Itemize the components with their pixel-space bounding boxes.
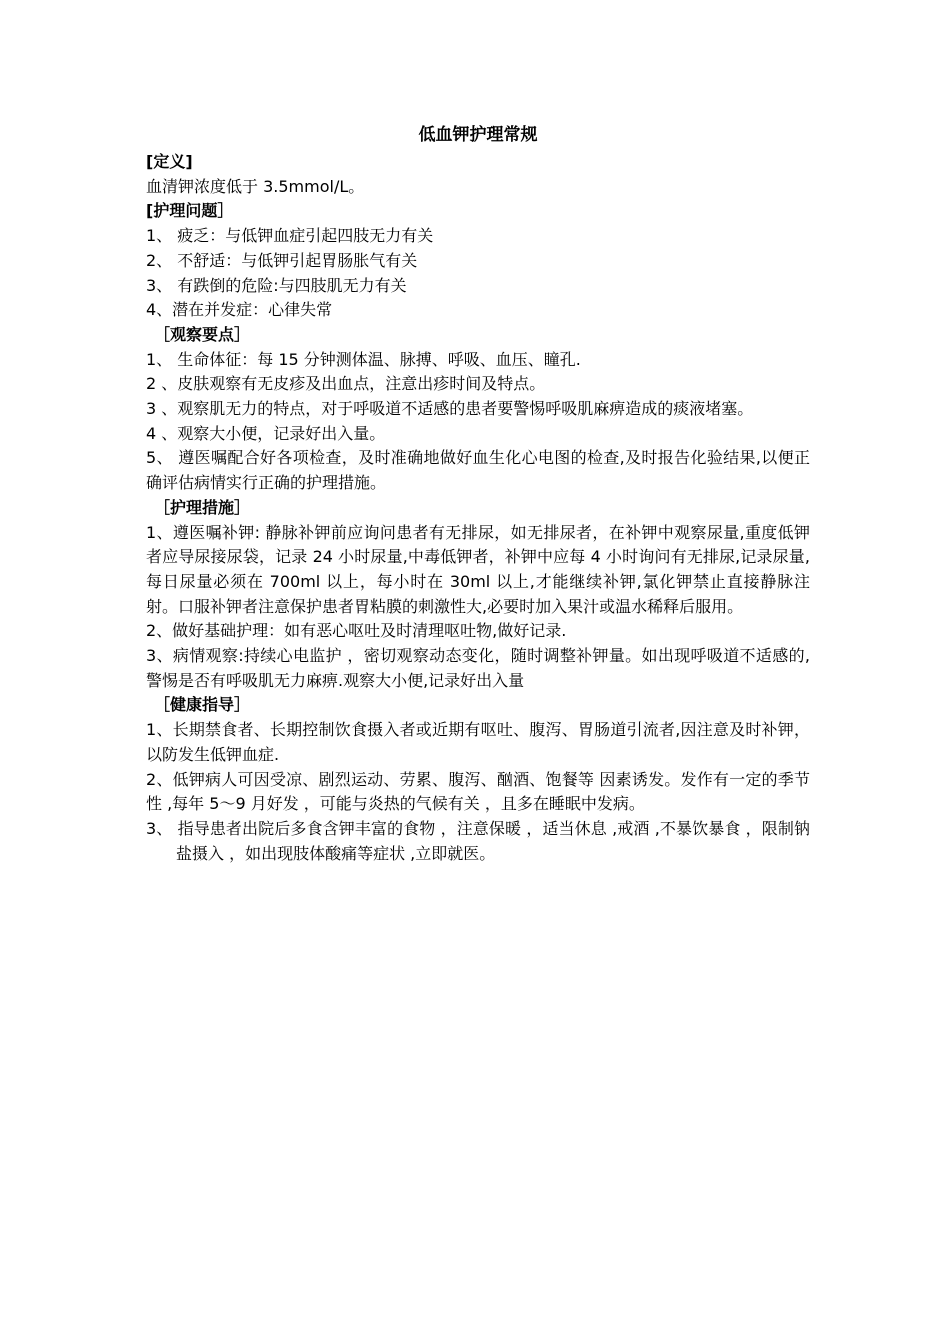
problem-item: 4、潜在并发症：心律失常	[146, 300, 333, 320]
health-guidance-heading: ［健康指导］	[154, 695, 251, 715]
observation-item: 5、 遵医嘱配合好各项检查，及时准确地做好血生化心电图的检查,及时报告化验结果,以便正确评估病情实行正确的护理措施。	[146, 448, 810, 493]
section-observation	[146, 323, 810, 496]
section-definition	[146, 150, 810, 199]
section-health-guidance	[146, 693, 810, 866]
definition-line: 血清钾浓度低于 3.5mmol/L。	[146, 176, 365, 196]
measure-item: 1、遵医嘱补钾: 静脉补钾前应询问患者有无排尿，如无排尿者，在补钾中观察尿量,重度低钾者应导尿接尿袋，记录 24 小时尿量,中毒低钾者，补钾中应每 4 小时询问有无排尿,记录尿量,每日尿量必须在 700ml 以上，每小时在 30ml 以上,才能继续补钾,氯化钾禁止直接静脉注射。口服补钾者注意保护患者胃粘膜的刺激性大,必要时加入果汁或温水稀释后服用。	[146, 522, 810, 616]
observation-item: 1、 生命体征：每 15 分钟测体温、脉搏、呼吸、血压、瞳孔.	[146, 349, 581, 369]
observation-heading: ［观察要点］	[154, 324, 251, 344]
guidance-item: 1、长期禁食者、长期控制饮食摄入者或近期有呕吐、腹泻、胃肠道引流者,因注意及时补钾，以防发生低钾血症.	[146, 720, 810, 764]
measure-item: 3、病情观察:持续心电监护 ，密切观察动态变化，随时调整补钾量。如出现呼吸道不适感的,警惕是否有呼吸肌无力麻痹.观察大小便,记录好出入量	[146, 646, 810, 690]
observation-item: 3 、观察肌无力的特点，对于呼吸道不适感的患者要警惕呼吸肌麻痹造成的痰液堵塞。	[146, 399, 754, 419]
measure-item: 2、做好基础护理：如有恶心呕吐及时清理呕吐物,做好记录.	[146, 621, 567, 641]
definition-heading: [定义]	[146, 152, 193, 171]
section-nursing-measures	[146, 496, 810, 694]
observation-item: 4 、观察大小便，记录好出入量。	[146, 423, 386, 443]
problem-item: 2、 不舒适：与低钾引起胃肠胀气有关	[146, 250, 418, 270]
problem-item: 3、 有跌倒的危险:与四肢肌无力有关	[146, 275, 407, 295]
document-title: 低血钾护理常规	[418, 125, 538, 145]
nursing-problems-heading: [护理问题］	[146, 201, 234, 221]
nursing-measures-heading: ［护理措施］	[154, 497, 251, 517]
guidance-item: 3、 指导患者出院后多食含钾丰富的食物 ，注意保暖 ，适当休息 ,戒酒 ,不暴饮暴食 ，限制钠盐摄入 ，如出现肢体酸痛等症状 ,立即就医。	[146, 818, 810, 863]
guidance-item: 2、低钾病人可因受凉、剧烈运动、劳累、腹泻、酗酒、饱餐等 因素诱发。发作有一定的季节性 ,每年 5～9 月好发 ，可能与炎热的气候有关 ，且多在睡眠中发病。	[146, 769, 810, 814]
observation-item: 2 、皮肤观察有无皮疹及出血点，注意出疹时间及特点。	[146, 374, 546, 394]
section-nursing-problems	[146, 199, 810, 323]
document-page	[146, 120, 810, 866]
problem-item: 1、 疲乏：与低钾血症引起四肢无力有关	[146, 226, 434, 246]
